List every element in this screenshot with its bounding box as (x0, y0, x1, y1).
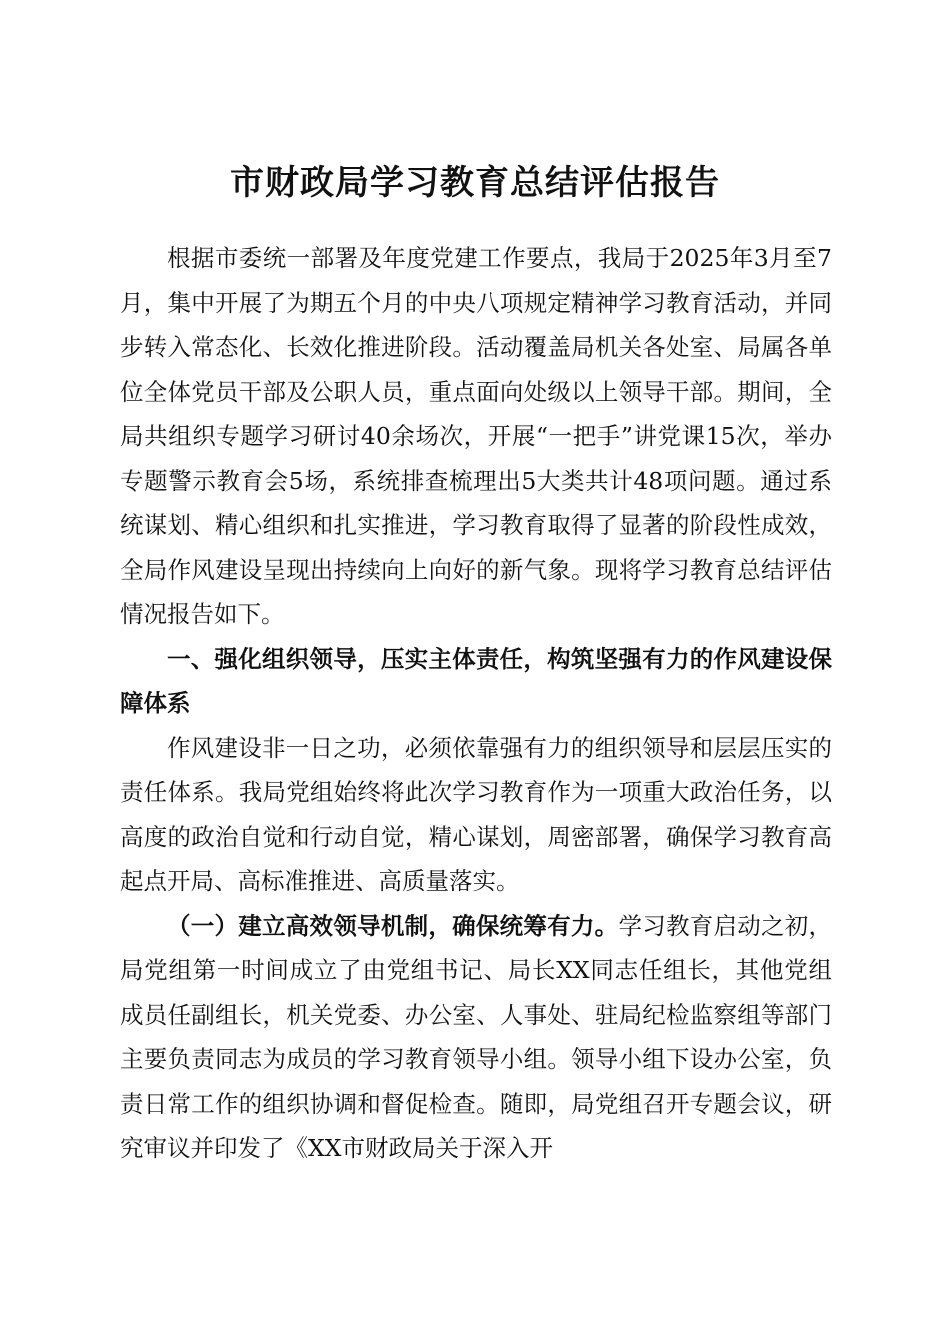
document-body (120, 236, 832, 1171)
subsection-1-text: 学习教育启动之初，局党组第一时间成立了由党组书记、局长XX同志任组长，其他党组成员任副组长，机关党委、办公室、人事处、驻局纪检监察组等部门主要负责同志为成员的学习教育领导小组。领导小组下设办公室，负责日常工作的组织协调和督促检查。随即，局党组召开专题会议，研究审议并印发了《XX市财政局关于深入开 (120, 911, 833, 1162)
section-1-heading: 一、强化组织领导，压实主体责任，构筑坚强有力的作风建设保障体系 (120, 644, 832, 717)
subsection-1-lead: （一）建立高效领导机制，确保统筹有力。 (167, 911, 619, 940)
section-1-paragraph: 作风建设非一日之功，必须依靠强有力的组织领导和层层压实的责任体系。我局党组始终将此次学习教育作为一项重大政治任务，以高度的政治自觉和行动自觉，精心谋划，周密部署，确保学习教育高起点开局、高标准推进、高质量落实。 (120, 733, 832, 895)
document-title: 市财政局学习教育总结评估报告 (230, 162, 720, 203)
intro-paragraph: 根据市委统一部署及年度党建工作要点，我局于2025年3月至7月，集中开展了为期五个月的中央八项规定精神学习教育活动，并同步转入常态化、长效化推进阶段。活动覆盖局机关各处室、局属各单位全体党员干部及公职人员，重点面向处级以上领导干部。期间，全局共组织专题学习研讨40余场次，开展“一把手”讲党课15次，举办专题警示教育会5场，系统排查梳理出5大类共计48项问题。通过系统谋划、精心组织和扎实推进，学习教育取得了显著的阶段性成效，全局作风建设呈现出持续向上向好的新气象。现将学习教育总结评估情况报告如下。 (120, 244, 832, 628)
subsection-1-paragraph (120, 904, 832, 1171)
